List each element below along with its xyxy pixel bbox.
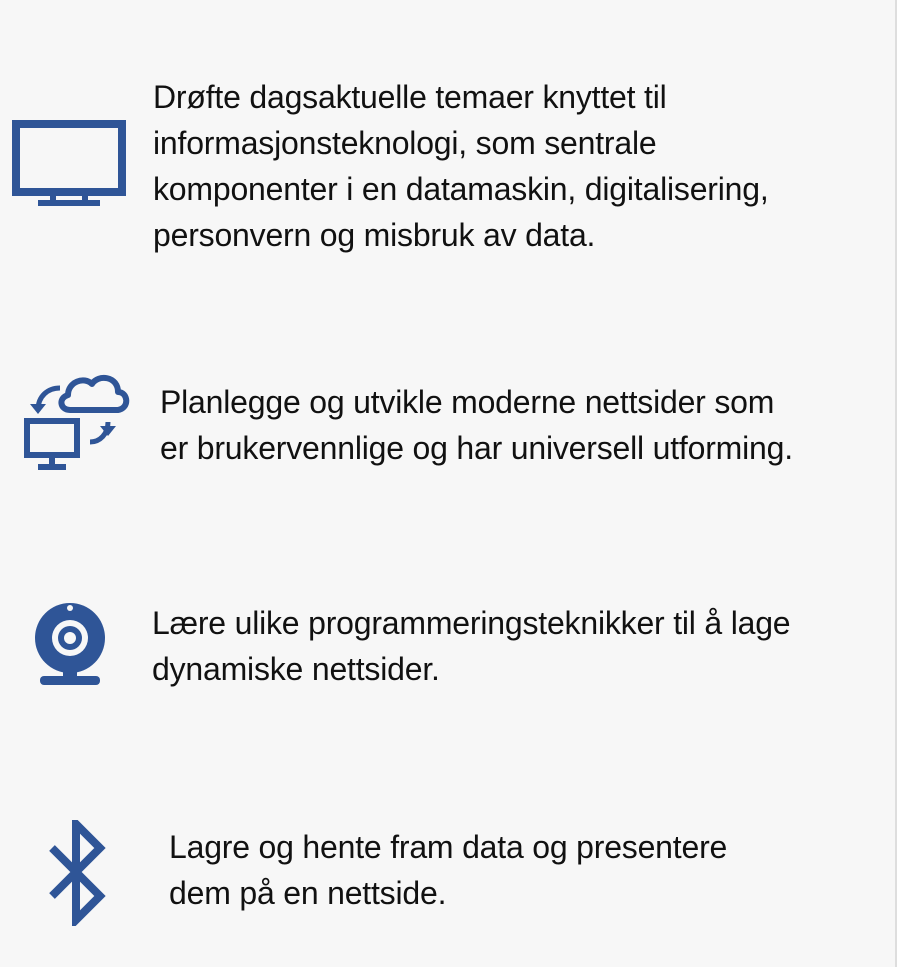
cloud-sync-icon: [20, 368, 130, 476]
item-text-line: informasjonsteknologi, som sentrale: [153, 125, 657, 161]
item-text-line: Drøfte dagsaktuelle temaer knyttet til: [153, 79, 667, 115]
item-text-line: Planlegge og utvikle moderne nettsider som: [160, 384, 775, 420]
item-text: [153, 74, 769, 258]
item-text: [160, 379, 793, 471]
item-text-line: Lagre og hente fram data og presentere: [169, 829, 728, 865]
monitor-icon: [12, 120, 126, 210]
bluetooth-icon: [46, 820, 108, 926]
item-text-line: dynamiske nettsider.: [152, 651, 440, 687]
item-text-line: dem på en nettside.: [169, 875, 447, 911]
item-text-line: komponenter i en datamaskin, digitalisering,: [153, 171, 769, 207]
item-text: [152, 600, 790, 692]
item-text-line: er brukervennlige og har universell utforming.: [160, 430, 793, 466]
item-text-line: personvern og misbruk av data.: [153, 217, 596, 253]
item-text-line: Lære ulike programmeringsteknikker til å lage: [152, 605, 791, 641]
webcam-icon: [34, 600, 106, 688]
item-text: [169, 824, 727, 916]
